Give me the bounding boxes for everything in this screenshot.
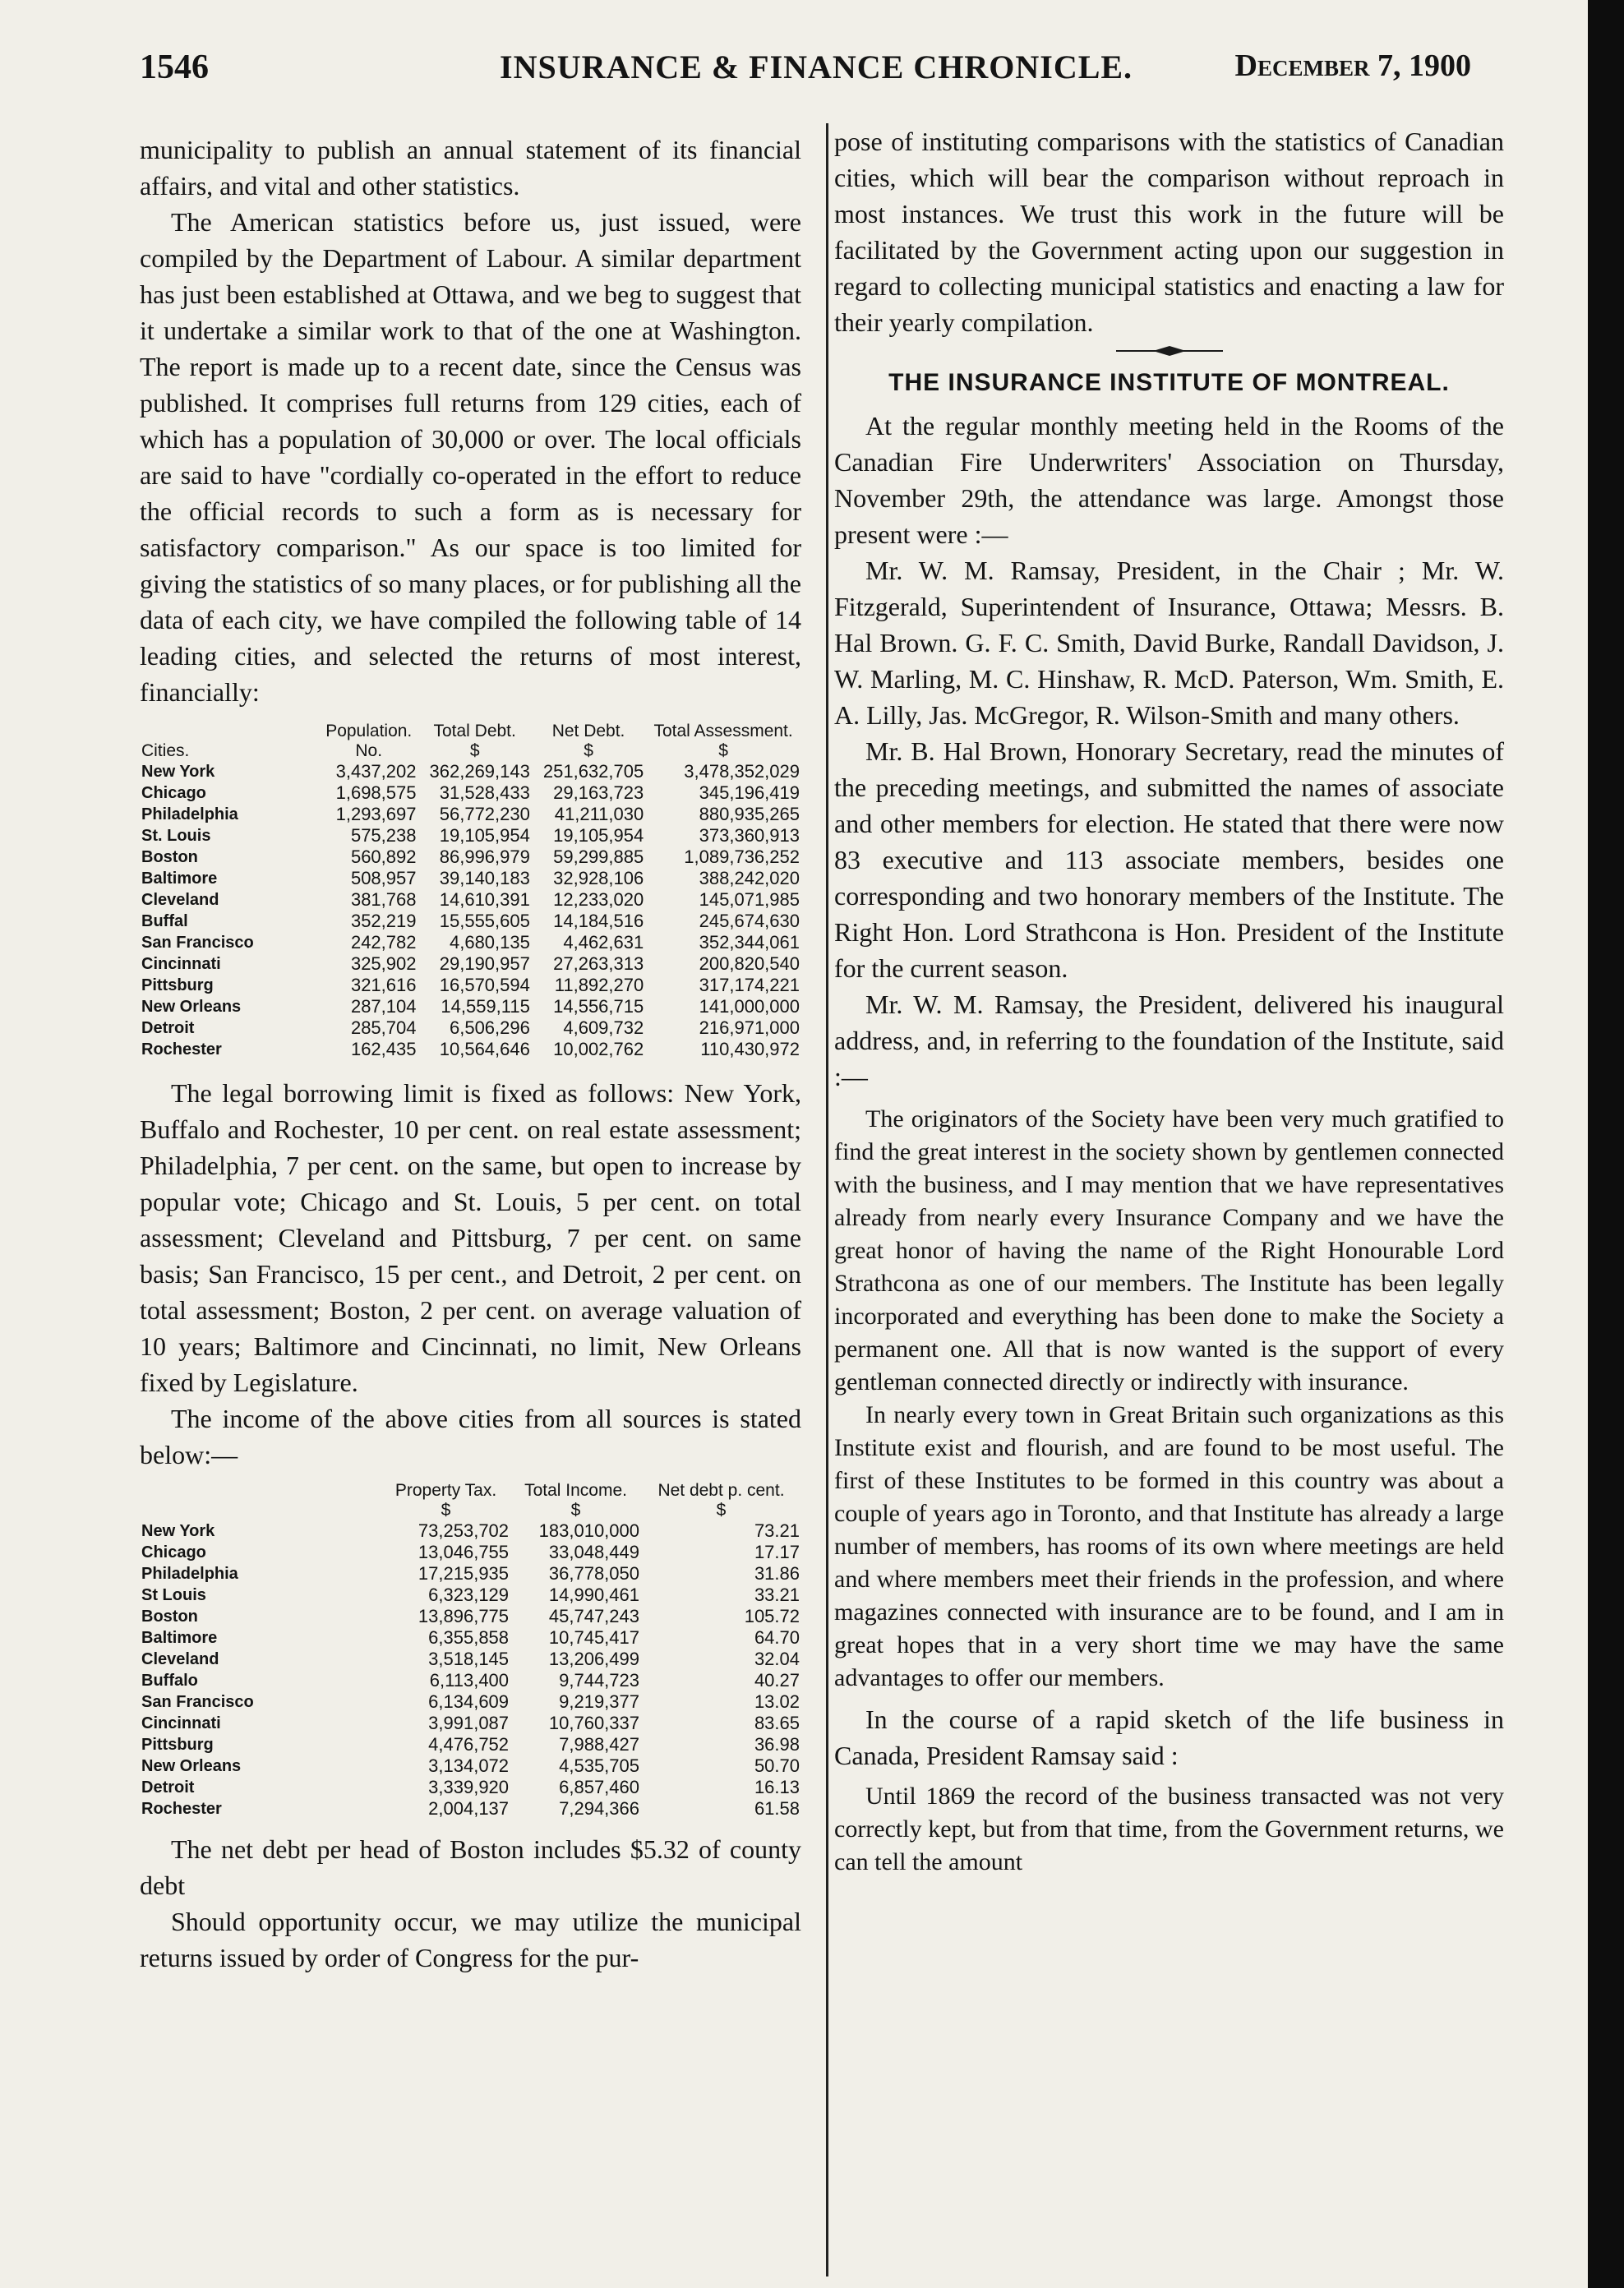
value-cell: 3,134,072 [428, 1755, 510, 1776]
table-row [140, 1713, 801, 1734]
value-cell: 4,609,732 [563, 1017, 644, 1038]
value-cell: 19,105,954 [553, 825, 644, 846]
value-cell: 4,535,705 [559, 1755, 639, 1776]
value-cell: 3,339,920 [428, 1777, 510, 1797]
value-cell: 10,564,646 [439, 1039, 530, 1059]
publication-title: INSURANCE & FINANCE CHRONICLE. [500, 48, 1133, 85]
value-cell: 352,344,061 [699, 932, 800, 953]
value-cell: 15,555,605 [439, 911, 530, 931]
value-cell: 575,238 [350, 825, 417, 846]
value-cell: 4,680,135 [449, 932, 530, 953]
table-header-row [140, 722, 801, 761]
value-cell: 4,476,752 [428, 1734, 510, 1755]
table-row [140, 1627, 801, 1649]
value-cell: 10,760,337 [548, 1713, 639, 1733]
table-row [140, 1520, 801, 1542]
city-name-cell: Cleveland [141, 891, 219, 909]
header-unit: $ [441, 1501, 451, 1520]
column-header-city: Cities. [141, 741, 190, 760]
city-name-cell: Chicago [141, 784, 206, 802]
column-divider [826, 123, 828, 2276]
value-cell: 73.21 [754, 1520, 800, 1541]
header-label: Net debt p. cent. [657, 1481, 785, 1500]
value-cell: 3,518,145 [428, 1649, 510, 1669]
city-name-cell: Boston [141, 848, 198, 866]
value-cell: 345,196,419 [699, 782, 800, 803]
value-cell: 16,570,594 [439, 975, 530, 995]
header-label: Total Assessment. [653, 722, 793, 740]
value-cell: 4,462,631 [563, 932, 644, 953]
value-cell: 16.13 [754, 1777, 800, 1797]
header-label: Total Debt. [433, 722, 516, 740]
paragraph: Mr. B. Hal Brown, Honorary Secretary, read the minutes of the preceding meetings, and submitted the names of associate and other members for election. He stated that there were now 83 executive and 113 associate members, besides one corresponding and two honorary members of the Institute. The Right Hon. Lord Strathcona is Hon. President of the Institute for the current season. [834, 736, 1504, 983]
value-cell: 183,010,000 [538, 1520, 639, 1541]
table-row [140, 1798, 801, 1820]
value-cell: 362,269,143 [429, 761, 530, 782]
value-cell: 162,435 [350, 1039, 417, 1059]
table-row [140, 1777, 801, 1798]
table-row [140, 1755, 801, 1777]
city-name-cell: Buffal [141, 912, 188, 930]
value-cell: 6,134,609 [428, 1691, 510, 1712]
city-name-cell: Baltimore [141, 1629, 218, 1647]
paragraph: Mr. W. M. Ramsay, the President, delivered his inaugural address, and, in referring to the foundation of the Institute, said :— [834, 989, 1504, 1091]
city-name-cell: Baltimore [141, 870, 218, 888]
value-cell: 29,163,723 [553, 782, 644, 803]
value-cell: 31.86 [754, 1563, 800, 1584]
value-cell: 31,528,433 [439, 782, 530, 803]
value-cell: 9,219,377 [559, 1691, 639, 1712]
column-header-property-tax [381, 1481, 510, 1520]
table-row [140, 889, 801, 911]
city-name-cell: New Orleans [141, 1757, 242, 1775]
table-row [140, 1649, 801, 1670]
paragraph: In the course of a rapid sketch of the life business in Canada, President Ramsay said : [834, 1704, 1504, 1770]
quoted-paragraph: The originators of the Society have been very much gratified to find the great interest in the society shown by gentlemen connected with the business, and I may mention that we have representatives already from nearly every Insurance Company and we have the great honor of having the name of the Right Honourable Lord Strathcona as one of our members. The Institute has been legally incorporated and everything has been done to make the Society a permanent one. All that is now wanted is the support of every gentleman connected directly or indirectly with insurance. [834, 1105, 1504, 1395]
table-body [140, 1520, 801, 1820]
value-cell: 560,892 [350, 846, 417, 867]
value-cell: 11,892,270 [554, 975, 644, 995]
cities-income-table [140, 1481, 801, 1820]
value-cell: 17.17 [754, 1542, 800, 1562]
header-unit: $ [570, 1501, 581, 1520]
value-cell: 3,437,202 [335, 761, 417, 782]
header-label: Population. [325, 722, 413, 740]
city-name-cell: St Louis [141, 1586, 206, 1604]
city-name-cell: Pittsburg [141, 976, 214, 994]
value-cell: 251,632,705 [542, 761, 644, 782]
city-name-cell: San Francisco [141, 1693, 254, 1711]
city-name-cell: Rochester [141, 1040, 222, 1059]
scan-edge [1588, 0, 1624, 2288]
value-cell: 321,616 [350, 975, 417, 995]
city-name-cell: New Orleans [141, 998, 242, 1016]
value-cell: 36,778,050 [548, 1563, 639, 1584]
right-column [834, 123, 1504, 1879]
value-cell: 200,820,540 [699, 953, 800, 974]
value-cell: 10,745,417 [548, 1627, 639, 1648]
value-cell: 1,089,736,252 [684, 846, 800, 867]
value-cell: 880,935,265 [699, 804, 800, 824]
value-cell: 13,896,775 [418, 1606, 510, 1626]
value-cell: 61.58 [754, 1798, 800, 1819]
table-row [140, 975, 801, 996]
city-name-cell: St. Louis [141, 827, 211, 845]
paragraph: The net debt per head of Boston includes $5.32 of county debt [140, 1834, 801, 1900]
value-cell: 7,988,427 [559, 1734, 639, 1755]
city-name-cell: Pittsburg [141, 1736, 214, 1754]
paragraph: The American statistics before us, just issued, were compiled by the Department of Labour. A similar department has just been established at Ottawa, and we beg to suggest that it undertake a similar work to that of the one at Washington. The report is made up to a recent date, since the Census was published. It comprises full returns from 129 cities, each of which has a population of 30,000 or over. The local officials are said to have "cordially co-operated in the effort to reduce the official records to such a form as is necessary for satisfactory comparison." As our space is too limited for giving the statistics of so many places, or for publishing all the data of each city, we have compiled the following table of 14 leading cities, and selected the returns of most interest, financially: [140, 207, 801, 707]
column-header-total-debt [418, 722, 531, 761]
table-row [140, 1606, 801, 1627]
paragraph: municipality to publish an annual statement of its financial affairs, and vital and other statistics. [140, 135, 801, 201]
paragraph: At the regular monthly meeting held in the Rooms of the Canadian Fire Underwriters' Association on Thursday, November 29th, the attendance was large. Amongst those present were :— [834, 411, 1504, 549]
value-cell: 2,004,137 [428, 1798, 510, 1819]
city-name-cell: Detroit [141, 1019, 195, 1037]
table-body [140, 761, 801, 1060]
column-header-net-debt-percent [641, 1481, 801, 1520]
value-cell: 3,991,087 [428, 1713, 510, 1733]
value-cell: 6,506,296 [449, 1017, 530, 1038]
city-name-cell: Buffalo [141, 1672, 198, 1690]
table-row [140, 868, 801, 889]
value-cell: 32,928,106 [553, 868, 644, 888]
value-cell: 19,105,954 [439, 825, 530, 846]
value-cell: 40.27 [754, 1670, 800, 1691]
value-cell: 6,857,460 [559, 1777, 639, 1797]
value-cell: 14,610,391 [439, 889, 530, 910]
value-cell: 14,184,516 [553, 911, 644, 931]
table-row [140, 1670, 801, 1691]
value-cell: 110,430,972 [700, 1039, 800, 1059]
column-header-city [140, 1481, 381, 1520]
value-cell: 73,253,702 [418, 1520, 510, 1541]
value-cell: 13,206,499 [548, 1649, 639, 1669]
value-cell: 6,323,129 [428, 1585, 510, 1605]
value-cell: 14,559,115 [441, 996, 530, 1017]
city-name-cell: Boston [141, 1608, 198, 1626]
table-row [140, 825, 801, 846]
column-header-population [320, 722, 418, 761]
value-cell: 242,782 [350, 932, 417, 953]
table-row [140, 1734, 801, 1755]
value-cell: 216,971,000 [699, 1017, 800, 1038]
header-unit: $ [469, 741, 480, 760]
value-cell: 17,215,935 [418, 1563, 510, 1584]
page-number: 1546 [140, 48, 209, 86]
column-header-total-income [510, 1481, 641, 1520]
value-cell: 45,747,243 [548, 1606, 639, 1626]
table-row [140, 996, 801, 1017]
value-cell: 59,299,885 [553, 846, 644, 867]
header-unit: $ [718, 741, 728, 760]
city-name-cell: New York [141, 763, 215, 781]
header-label: Net Debt. [551, 722, 625, 740]
table-row [140, 932, 801, 953]
city-name-cell: Detroit [141, 1778, 195, 1797]
quoted-paragraph: In nearly every town in Great Britain such organizations as this Institute exist and flourish, and are found to be most useful. The first of these Institutes to be formed in this country was about a couple of years ago in Toronto, and that Institute has already a large number of members, has rooms of its own where meetings are held and where members meet their friends in the profession, and where magazines connected with insurance are to be found, and I am in great hopes that in a very short time we may have the same advantages to offer our members. [834, 1401, 1504, 1691]
value-cell: 33,048,449 [548, 1542, 639, 1562]
header-unit: $ [716, 1501, 727, 1520]
value-cell: 7,294,366 [559, 1798, 639, 1819]
header-label: Total Income. [524, 1481, 627, 1500]
value-cell: 105.72 [744, 1606, 800, 1626]
value-cell: 56,772,230 [439, 804, 530, 824]
quoted-paragraph: Until 1869 the record of the business transacted was not very correctly kept, but from that time, from the Government returns, we can tell the amount [834, 1783, 1504, 1875]
paragraph: Mr. W. M. Ramsay, President, in the Chair ; Mr. W. Fitzgerald, Superintendent of Insurance, Ottawa; Messrs. B. Hal Brown. G. F. C. Smith, David Burke, Randall Davidson, J. W. Marling, M. C. Hinshaw, R. McD. Paterson, Wm. Smith, E. A. Lilly, Jas. McGregor, R. Wilson-Smith and many others. [834, 556, 1504, 730]
header-label: Property Tax. [394, 1481, 497, 1500]
value-cell: 317,174,221 [699, 975, 800, 995]
value-cell: 6,113,400 [429, 1670, 510, 1691]
header-unit: $ [584, 741, 593, 760]
paragraph: Should opportunity occur, we may utilize the municipal returns issued by order of Congress for the pur- [140, 1907, 801, 1972]
table-header-row [140, 1481, 801, 1520]
value-cell: 13.02 [754, 1691, 800, 1712]
value-cell: 29,190,957 [439, 953, 530, 974]
page-header [140, 48, 1471, 97]
paragraph: pose of instituting comparisons with the statistics of Canadian cities, which will bear the comparison without reproach in most instances. We trust this work in the future will be facilitated by the Government acting upon our suggestion in regard to collecting municipal statistics and enacting a law for their yearly compilation. [834, 127, 1504, 337]
value-cell: 12,233,020 [553, 889, 644, 910]
value-cell: 64.70 [754, 1627, 800, 1648]
value-cell: 388,242,020 [699, 868, 800, 888]
value-cell: 83.65 [754, 1713, 800, 1733]
table-row [140, 1039, 801, 1060]
table-row [140, 1542, 801, 1563]
value-cell: 9,744,723 [559, 1670, 639, 1691]
table-row [140, 1585, 801, 1606]
paragraph: The income of the above cities from all sources is stated below:— [140, 1404, 801, 1469]
section-title: THE INSURANCE INSTITUTE OF MONTREAL. [888, 369, 1450, 396]
table-row [140, 846, 801, 868]
value-cell: 32.04 [754, 1649, 800, 1669]
value-cell: 287,104 [350, 996, 417, 1017]
city-name-cell: Cleveland [141, 1650, 219, 1668]
city-name-cell: New York [141, 1522, 215, 1540]
city-name-cell: Cincinnati [141, 955, 221, 973]
city-name-cell: Philadelphia [141, 1565, 238, 1583]
value-cell: 381,768 [350, 889, 417, 910]
table-row [140, 911, 801, 932]
value-cell: 41,211,030 [554, 804, 644, 824]
value-cell: 14,990,461 [548, 1585, 639, 1605]
column-header-total-assessment [645, 722, 801, 761]
issue-date: December 7, 1900 [1234, 48, 1471, 83]
value-cell: 10,002,762 [553, 1039, 644, 1059]
value-cell: 1,698,575 [335, 782, 417, 803]
city-name-cell: Philadelphia [141, 805, 238, 823]
value-cell: 373,360,913 [699, 825, 800, 846]
city-name-cell: San Francisco [141, 934, 254, 952]
paragraph: The legal borrowing limit is fixed as follows: New York, Buffalo and Rochester, 10 per cent. on real estate assessment; Philadelphia, 7 per cent. on the same, but open to increase by popular vote; Chicago and St. Louis, 5 per cent. on total assessment; Cleveland and Pittsburg, 7 per cent. on same basis; San Francisco, 15 per cent., and Detroit, 2 per cent. on total assessment; Boston, 2 per cent. on average valuation of 10 years; Baltimore and Cincinnati, no limit, New Orleans fixed by Legislature. [140, 1078, 801, 1397]
value-cell: 508,957 [350, 868, 417, 888]
value-cell: 141,000,000 [699, 996, 800, 1017]
table-row [140, 1691, 801, 1713]
table-row [140, 761, 801, 782]
table-row [140, 782, 801, 804]
value-cell: 6,355,858 [428, 1627, 510, 1648]
cities-debt-table [140, 722, 801, 1060]
header-unit: No. [355, 741, 383, 760]
value-cell: 13,046,755 [418, 1542, 510, 1562]
value-cell: 33.21 [754, 1585, 800, 1605]
value-cell: 39,140,183 [439, 868, 530, 888]
table-row [140, 1017, 801, 1039]
value-cell: 3,478,352,029 [684, 761, 800, 782]
value-cell: 86,996,979 [439, 846, 530, 867]
value-cell: 352,219 [350, 911, 417, 931]
section-ornament [1116, 345, 1223, 357]
table-row [140, 804, 801, 825]
city-name-cell: Rochester [141, 1800, 222, 1818]
table-row [140, 953, 801, 975]
value-cell: 285,704 [350, 1017, 417, 1038]
left-column [140, 131, 801, 1976]
city-name-cell: Chicago [141, 1543, 206, 1561]
value-cell: 14,556,715 [553, 996, 644, 1017]
table-row [140, 1563, 801, 1585]
value-cell: 50.70 [754, 1755, 800, 1776]
value-cell: 1,293,697 [335, 804, 417, 824]
value-cell: 325,902 [350, 953, 417, 974]
city-name-cell: Cincinnati [141, 1714, 221, 1732]
value-cell: 145,071,985 [699, 889, 800, 910]
value-cell: 245,674,630 [699, 911, 800, 931]
value-cell: 27,263,313 [553, 953, 644, 974]
column-header-net-debt [532, 722, 645, 761]
value-cell: 36.98 [754, 1734, 800, 1755]
